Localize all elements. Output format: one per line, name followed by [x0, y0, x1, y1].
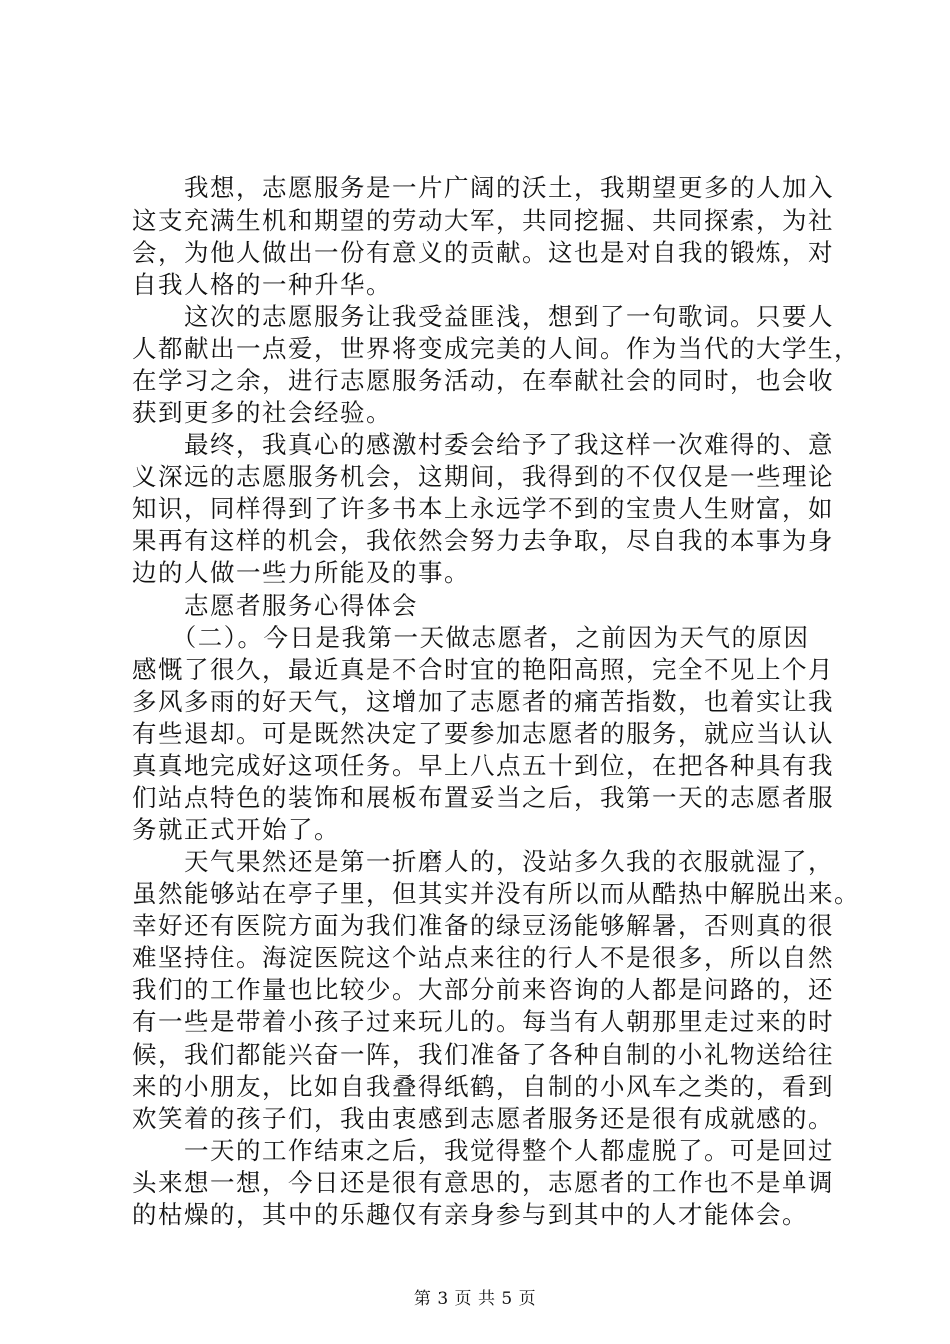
text-line: 获到更多的社会经验。 — [132, 398, 392, 427]
text-line: 的枯燥的，其中的乐趣仅有亲身参与到其中的人才能体会。 — [132, 1200, 808, 1229]
text-line: （二）。今日是我第一天做志愿者，之前因为天气的原因 — [132, 623, 810, 652]
text-line: 我们的工作量也比较少。大部分前来咨询的人都是问路的，还 — [132, 975, 834, 1004]
text-line: 头来想一想，今日还是很有意思的，志愿者的工作也不是单调 — [132, 1168, 834, 1197]
text-line: 候，我们都能兴奋一阵，我们准备了各种自制的小礼物送给往 — [132, 1040, 834, 1069]
text-line: 有些退却。可是既然决定了要参加志愿者的服务，就应当认认 — [132, 719, 834, 748]
text-line: 会，为他人做出一份有意义的贡献。这也是对自我的锻炼，对 — [132, 238, 834, 267]
text-line: 有一些是带着小孩子过来玩儿的。每当有人朝那里走过来的时 — [132, 1007, 834, 1036]
text-line: 务就正式开始了。 — [132, 815, 340, 844]
text-line: 来的小朋友，比如自我叠得纸鹤，自制的小风车之类的，看到 — [132, 1072, 834, 1101]
page-number-footer: 第 3 页 共 5 页 — [413, 1289, 537, 1309]
text-line: 天气果然还是第一折磨人的，没站多久我的衣服就湿了， — [132, 847, 834, 876]
text-line: 果再有这样的机会，我依然会努力去争取，尽自我的本事为身 — [132, 526, 834, 555]
text-line: 在学习之余，进行志愿服务活动，在奉献社会的同时，也会收 — [132, 366, 834, 395]
text-line: 边的人做一些力所能及的事。 — [132, 558, 470, 587]
text-line: 幸好还有医院方面为我们准备的绿豆汤能够解暑，否则真的很 — [132, 911, 834, 940]
section-heading: 志愿者服务心得体会 — [132, 591, 418, 620]
text-line: 真真地完成好这项任务。早上八点五十到位，在把各种具有我 — [132, 751, 834, 780]
text-line: 自我人格的一种升华。 — [132, 270, 392, 299]
text-line: 欢笑着的孩子们，我由衷感到志愿者服务还是很有成就感的。 — [132, 1104, 834, 1133]
text-line: 多风多雨的好天气，这增加了志愿者的痛苦指数，也着实让我 — [132, 687, 834, 716]
text-line: 这支充满生机和期望的劳动大军，共同挖掘、共同探索，为社 — [132, 206, 834, 235]
text-line: 我想，志愿服务是一片广阔的沃土，我期望更多的人加入 — [132, 173, 834, 202]
text-line: 们站点特色的装饰和展板布置妥当之后，我第一天的志愿者服 — [132, 783, 834, 812]
text-line: 一天的工作结束之后，我觉得整个人都虚脱了。可是回过 — [132, 1136, 834, 1165]
text-line: 人都献出一点爱，世界将变成完美的人间。作为当代的大学生， — [132, 334, 860, 363]
text-line: 感慨了很久，最近真是不合时宜的艳阳高照，完全不见上个月 — [132, 655, 834, 684]
text-line: 义深远的志愿服务机会，这期间，我得到的不仅仅是一些理论 — [132, 462, 834, 491]
text-line: 虽然能够站在亭子里，但其实并没有所以而从酷热中解脱出来。 — [132, 879, 860, 908]
text-line: 难坚持住。海淀医院这个站点来往的行人不是很多，所以自然 — [132, 943, 834, 972]
text-line: 知识，同样得到了许多书本上永远学不到的宝贵人生财富，如 — [132, 494, 834, 523]
text-line: 这次的志愿服务让我受益匪浅，想到了一句歌词。只要人 — [132, 302, 834, 331]
text-line: 最终，我真心的感激村委会给予了我这样一次难得的、意 — [132, 430, 834, 459]
